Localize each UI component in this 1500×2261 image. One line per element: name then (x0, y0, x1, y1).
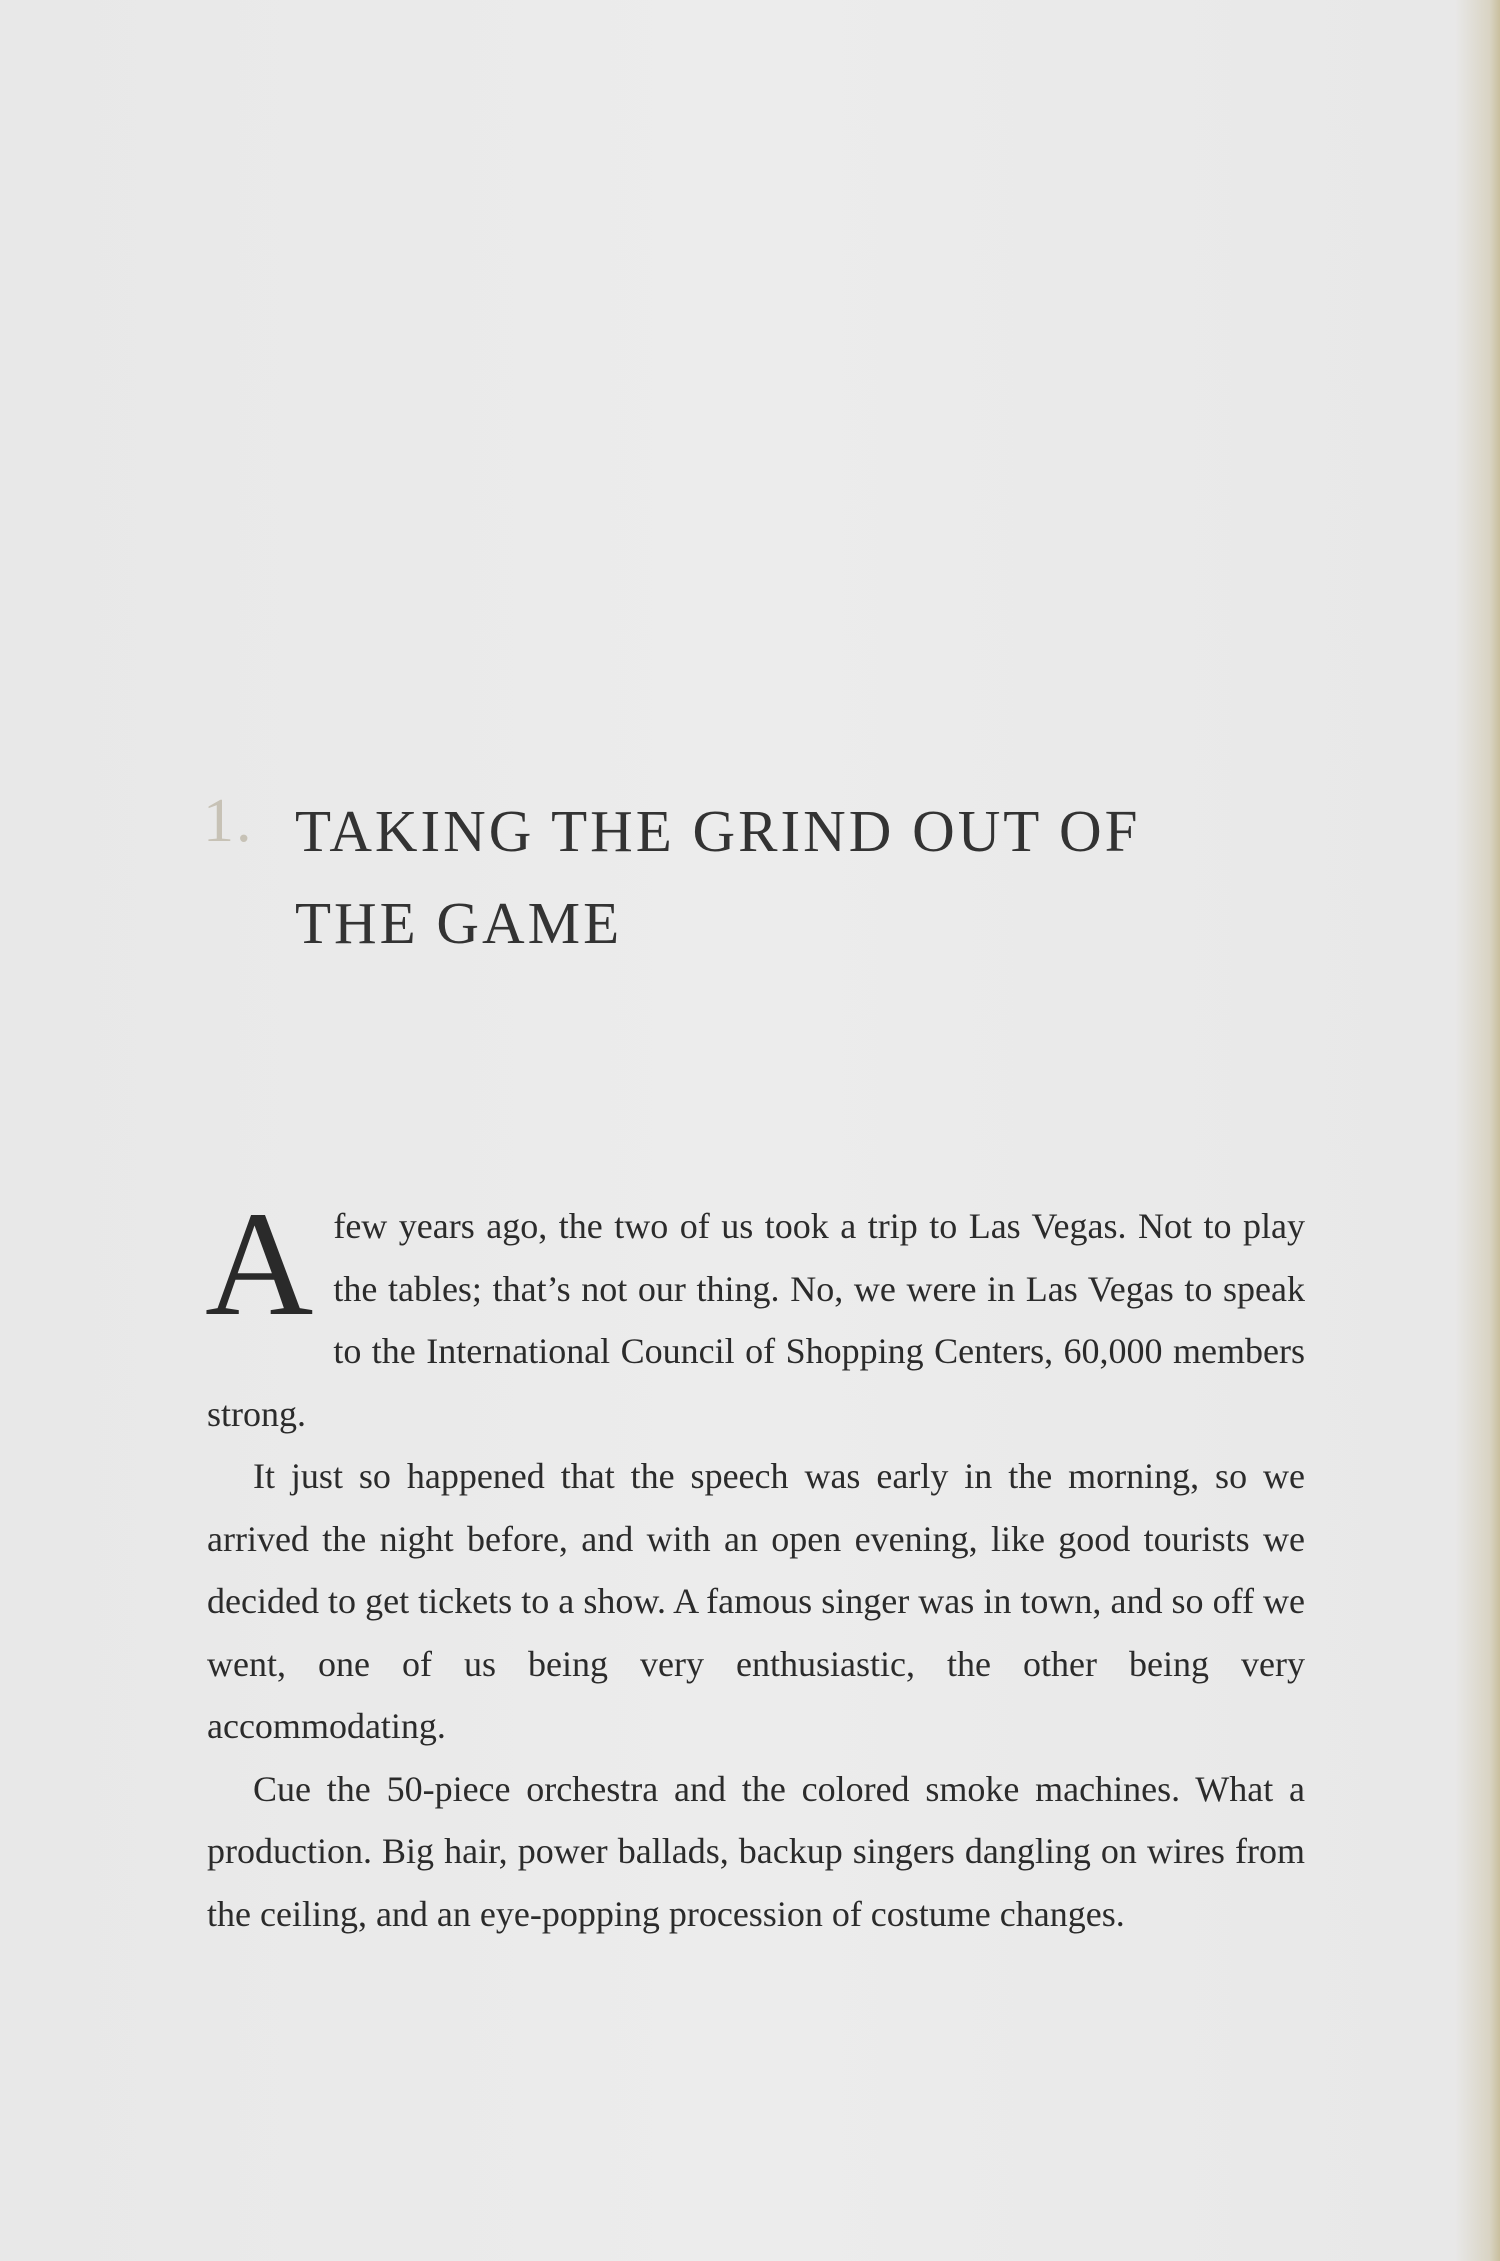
paragraph-1-text: few years ago, the two of us took a trip to Las Vegas. Not to play the tables; that’s not our thing. No, we were in Las Vegas to speak to the International Council of Shopping Centers, 60,000 members strong. (207, 1206, 1305, 1434)
chapter-title-line-2: THE GAME (295, 890, 623, 956)
chapter-body (205, 1181, 1305, 1945)
chapter-title (295, 785, 1295, 969)
paragraph-1 (205, 1181, 1305, 1445)
paragraph-2: It just so happened that the speech was early in the morning, so we arrived the night before, and with an open evening, like good tourists we decided to get tickets to a show. A famous singer was in town, and so off we went, one of us being very enthusiastic, the other being very accommodating. (207, 1456, 1305, 1746)
chapter-number: 1. (203, 787, 254, 855)
drop-cap: A (205, 1181, 314, 1347)
chapter-title-line-1: TAKING THE GRIND OUT OF (295, 798, 1141, 864)
paragraph-3: Cue the 50-piece orchestra and the colored smoke machines. What a production. Big hair, power ballads, backup singers dangling on wires from the ceiling, and an eye-popping procession of costume changes. (207, 1768, 1305, 1934)
